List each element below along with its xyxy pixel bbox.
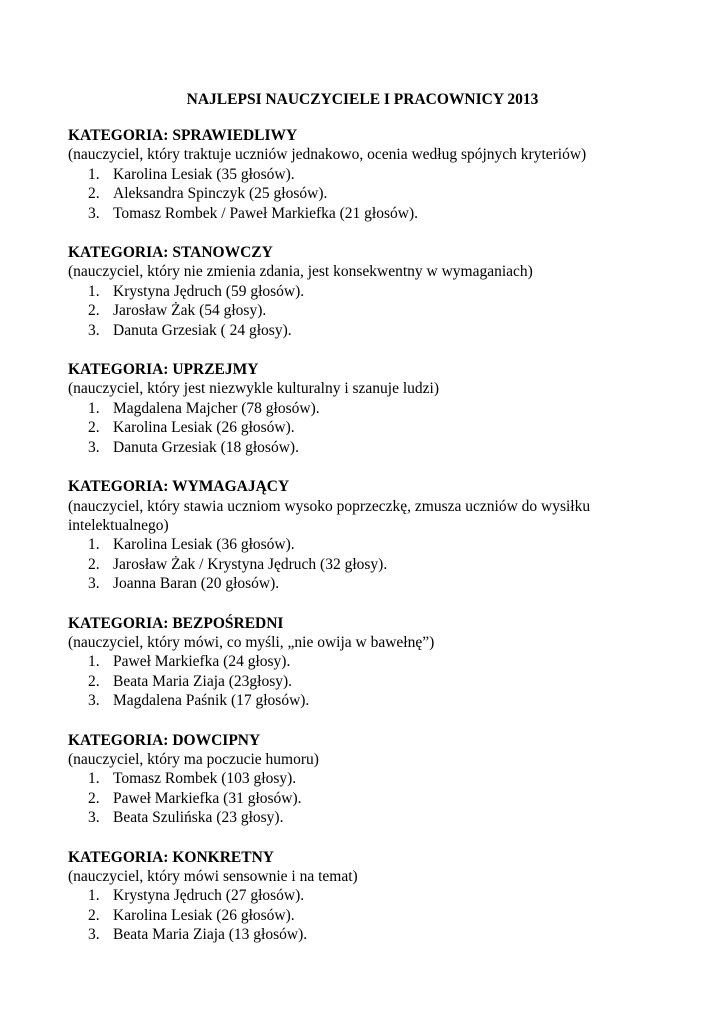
ranking-number: 1. (88, 887, 100, 905)
ranking-text: Beata Maria Ziaja (13 głosów). (113, 926, 308, 944)
ranking-text: Jarosław Żak / Krystyna Jędruch (32 głosy). (113, 555, 388, 573)
ranking-text: Krystyna Jędruch (59 głosów). (113, 282, 305, 300)
ranking-item (68, 769, 658, 788)
category-section (68, 360, 658, 457)
ranking-item (68, 906, 658, 925)
ranking-list (68, 886, 658, 944)
ranking-item (68, 282, 658, 301)
category-section (68, 731, 658, 828)
ranking-number: 3. (88, 575, 100, 593)
category-heading: KATEGORIA: BEZPOŚREDNI (68, 614, 284, 632)
ranking-number: 3. (88, 204, 100, 222)
ranking-text: Tomasz Rombek / Paweł Markiefka (21 głosów). (113, 204, 418, 222)
category-description: (nauczyciel, który nie zmienia zdania, jest konsekwentny w wymaganiach) (68, 263, 533, 281)
category-heading: KATEGORIA: WYMAGAJĄCY (68, 478, 290, 496)
ranking-number: 1. (88, 165, 100, 183)
ranking-number: 2. (88, 672, 100, 690)
ranking-text: Jarosław Żak (54 głosy). (113, 302, 267, 320)
ranking-item (68, 574, 658, 593)
category-description: (nauczyciel, który jest niezwykle kulturalny i szanuje ludzi) (68, 380, 440, 398)
ranking-text: Joanna Baran (20 głosów). (113, 575, 280, 593)
category-section (68, 126, 658, 223)
category-description: (nauczyciel, który stawia uczniom wysoko poprzeczkę, zmusza uczniów do wysiłku intelektualnego) (68, 497, 591, 534)
category-heading: KATEGORIA: SPRAWIEDLIWY (68, 127, 298, 144)
ranking-list (68, 535, 658, 593)
ranking-text: Magdalena Paśnik (17 głosów). (113, 692, 310, 710)
ranking-list (68, 399, 658, 457)
ranking-list (68, 165, 658, 223)
ranking-text: Aleksandra Spinczyk (25 głosów). (113, 185, 328, 203)
ranking-item (68, 535, 658, 554)
ranking-text: Karolina Lesiak (36 głosów). (113, 536, 295, 554)
ranking-item (68, 925, 658, 944)
category-heading: KATEGORIA: KONKRETNY (68, 848, 274, 866)
ranking-number: 2. (88, 185, 100, 203)
ranking-item (68, 321, 658, 340)
ranking-number: 2. (88, 302, 100, 320)
ranking-text: Danuta Grzesiak ( 24 głosy). (113, 321, 292, 339)
ranking-item (68, 165, 658, 184)
ranking-item (68, 418, 658, 437)
category-heading: KATEGORIA: UPRZEJMY (68, 361, 259, 379)
ranking-item (68, 886, 658, 905)
ranking-item (68, 652, 658, 671)
ranking-item (68, 399, 658, 418)
ranking-item (68, 555, 658, 574)
ranking-item (68, 438, 658, 457)
ranking-number: 2. (88, 906, 100, 924)
ranking-text: Tomasz Rombek (103 głosy). (113, 770, 297, 788)
ranking-item (68, 184, 658, 203)
ranking-text: Karolina Lesiak (35 głosów). (113, 165, 295, 183)
ranking-item (68, 301, 658, 320)
ranking-text: Paweł Markiefka (31 głosów). (113, 789, 302, 807)
ranking-list (68, 769, 658, 827)
ranking-number: 3. (88, 809, 100, 827)
ranking-text: Danuta Grzesiak (18 głosów). (113, 438, 299, 456)
ranking-list (68, 652, 658, 710)
category-section (68, 848, 658, 945)
ranking-number: 3. (88, 926, 100, 944)
ranking-item (68, 204, 658, 223)
ranking-text: Beata Maria Ziaja (23głosy). (113, 672, 293, 690)
ranking-number: 3. (88, 321, 100, 339)
ranking-number: 1. (88, 536, 100, 554)
ranking-item (68, 789, 658, 808)
ranking-text: Karolina Lesiak (26 głosów). (113, 906, 295, 924)
ranking-number: 2. (88, 555, 100, 573)
ranking-text: Beata Szulińska (23 głosy). (113, 809, 284, 827)
category-section (68, 477, 658, 593)
document-content (68, 126, 658, 965)
ranking-number: 1. (88, 770, 100, 788)
ranking-text: Krystyna Jędruch (27 głosów). (113, 887, 305, 905)
category-description: (nauczyciel, który mówi sensownie i na temat) (68, 868, 358, 885)
ranking-number: 1. (88, 653, 100, 671)
ranking-number: 3. (88, 692, 100, 710)
category-heading: KATEGORIA: DOWCIPNY (68, 731, 261, 749)
category-description: (nauczyciel, który mówi, co myśli, „nie owija w bawełnę”) (68, 633, 435, 651)
ranking-number: 1. (88, 399, 100, 417)
ranking-number: 3. (88, 438, 100, 456)
category-section (68, 243, 658, 340)
ranking-number: 1. (88, 282, 100, 300)
category-description: (nauczyciel, który ma poczucie humoru) (68, 750, 319, 768)
ranking-text: Paweł Markiefka (24 głosy). (113, 653, 291, 671)
document-title: NAJLEPSI NAUCZYCIELE I PRACOWNICY 2013 (186, 91, 539, 108)
ranking-list (68, 282, 658, 340)
category-heading: KATEGORIA: STANOWCZY (68, 244, 273, 262)
category-description: (nauczyciel, który traktuje uczniów jednakowo, ocenia według spójnych kryteriów) (68, 146, 587, 164)
ranking-item (68, 672, 658, 691)
ranking-item (68, 808, 658, 827)
ranking-number: 2. (88, 419, 100, 437)
category-section (68, 614, 658, 711)
ranking-text: Magdalena Majcher (78 głosów). (113, 399, 320, 417)
ranking-item (68, 691, 658, 710)
ranking-text: Karolina Lesiak (26 głosów). (113, 419, 295, 437)
ranking-number: 2. (88, 789, 100, 807)
